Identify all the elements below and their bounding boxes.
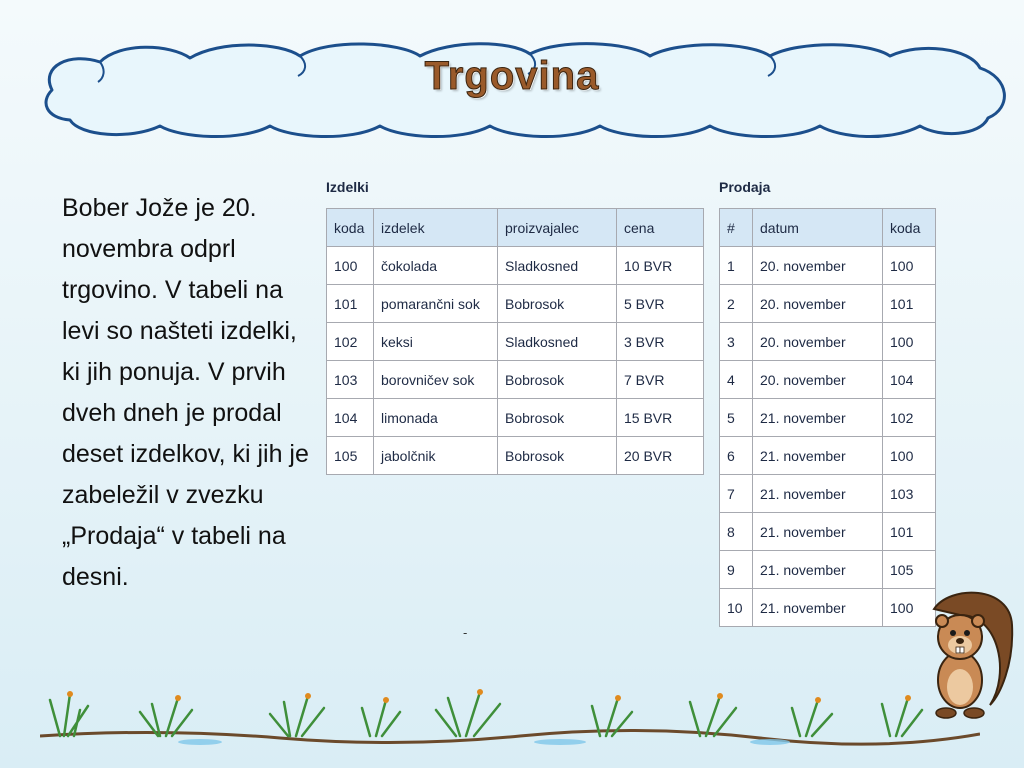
izdelki-row xyxy=(327,247,704,285)
izdelki-cell: 101 xyxy=(327,285,374,323)
prodaja-cell: 100 xyxy=(883,323,936,361)
prodaja-cell: 102 xyxy=(883,399,936,437)
izdelki-row xyxy=(327,437,704,475)
izdelki-cell: 7 BVR xyxy=(617,361,704,399)
prodaja-cell: 101 xyxy=(883,285,936,323)
izdelki-cell: pomarančni sok xyxy=(374,285,498,323)
prodaja-cell: 20. november xyxy=(753,323,883,361)
prodaja-row xyxy=(720,475,936,513)
prodaja-cell: 10 xyxy=(720,589,753,627)
izdelki-cell: Sladkosned xyxy=(498,323,617,361)
izdelki-caption: Izdelki xyxy=(326,179,369,195)
prodaja-row xyxy=(720,551,936,589)
izdelki-cell: jabolčnik xyxy=(374,437,498,475)
prodaja-cell: 21. november xyxy=(753,399,883,437)
prodaja-row xyxy=(720,513,936,551)
prodaja-cell: 5 xyxy=(720,399,753,437)
prodaja-cell: 101 xyxy=(883,513,936,551)
prodaja-table xyxy=(719,208,936,627)
izdelki-cell: čokolada xyxy=(374,247,498,285)
prodaja-header-datum: datum xyxy=(753,209,883,247)
izdelki-row xyxy=(327,323,704,361)
prodaja-row xyxy=(720,399,936,437)
izdelki-cell: 10 BVR xyxy=(617,247,704,285)
prodaja-cell: 21. november xyxy=(753,551,883,589)
prodaja-cell: 21. november xyxy=(753,437,883,475)
prodaja-row xyxy=(720,589,936,627)
prodaja-cell: 7 xyxy=(720,475,753,513)
prodaja-cell: 2 xyxy=(720,285,753,323)
stray-mark: - xyxy=(463,626,468,640)
izdelki-header-koda: koda xyxy=(327,209,374,247)
prodaja-cell: 100 xyxy=(883,437,936,475)
izdelki-cell: Bobrosok xyxy=(498,437,617,475)
prodaja-row xyxy=(720,247,936,285)
page-title: Trgovina xyxy=(424,54,600,98)
izdelki-header-izdelek: izdelek xyxy=(374,209,498,247)
prodaja-cell: 104 xyxy=(883,361,936,399)
prodaja-cell: 6 xyxy=(720,437,753,475)
izdelki-cell: 104 xyxy=(327,399,374,437)
izdelki-cell: borovničev sok xyxy=(374,361,498,399)
prodaja-row xyxy=(720,437,936,475)
prodaja-cell: 20. november xyxy=(753,285,883,323)
prodaja-cell: 8 xyxy=(720,513,753,551)
izdelki-cell: 3 BVR xyxy=(617,323,704,361)
izdelki-cell: 15 BVR xyxy=(617,399,704,437)
intro-paragraph: Bober Jože je 20. novembra odprl trgovino. V tabeli na levi so našteti izdelki, ki jih ponuja. V prvih dveh dneh je prodal deset izdelkov, ki jih je zabeležil v zvezku „Prodaja“ v tabeli na desni. xyxy=(62,194,309,591)
prodaja-cell: 103 xyxy=(883,475,936,513)
prodaja-cell: 20. november xyxy=(753,361,883,399)
prodaja-cell: 3 xyxy=(720,323,753,361)
beaver-mascot-icon xyxy=(920,585,1020,725)
prodaja-cell: 100 xyxy=(883,247,936,285)
prodaja-cell: 105 xyxy=(883,551,936,589)
prodaja-caption: Prodaja xyxy=(719,179,771,195)
prodaja-header-number: # xyxy=(720,209,753,247)
izdelki-header-proizvajalec: proizvajalec xyxy=(498,209,617,247)
prodaja-cell: 4 xyxy=(720,361,753,399)
prodaja-cell: 9 xyxy=(720,551,753,589)
grass-decoration xyxy=(40,680,980,750)
izdelki-cell: keksi xyxy=(374,323,498,361)
prodaja-cell: 21. november xyxy=(753,513,883,551)
izdelki-cell: Bobrosok xyxy=(498,399,617,437)
izdelki-row xyxy=(327,361,704,399)
izdelki-cell: 105 xyxy=(327,437,374,475)
prodaja-cell: 20. november xyxy=(753,247,883,285)
izdelki-header-cena: cena xyxy=(617,209,704,247)
izdelki-row xyxy=(327,399,704,437)
izdelki-cell: 103 xyxy=(327,361,374,399)
prodaja-row xyxy=(720,323,936,361)
izdelki-cell: limonada xyxy=(374,399,498,437)
izdelki-cell: Bobrosok xyxy=(498,361,617,399)
prodaja-header-koda: koda xyxy=(883,209,936,247)
izdelki-cell: 100 xyxy=(327,247,374,285)
prodaja-cell: 21. november xyxy=(753,475,883,513)
izdelki-table xyxy=(326,208,704,475)
izdelki-cell: Sladkosned xyxy=(498,247,617,285)
izdelki-cell: Bobrosok xyxy=(498,285,617,323)
izdelki-cell: 5 BVR xyxy=(617,285,704,323)
prodaja-row xyxy=(720,285,936,323)
izdelki-row xyxy=(327,285,704,323)
izdelki-cell: 20 BVR xyxy=(617,437,704,475)
izdelki-cell: 102 xyxy=(327,323,374,361)
prodaja-cell: 100 xyxy=(883,589,936,627)
prodaja-cell: 1 xyxy=(720,247,753,285)
prodaja-row xyxy=(720,361,936,399)
prodaja-cell: 21. november xyxy=(753,589,883,627)
